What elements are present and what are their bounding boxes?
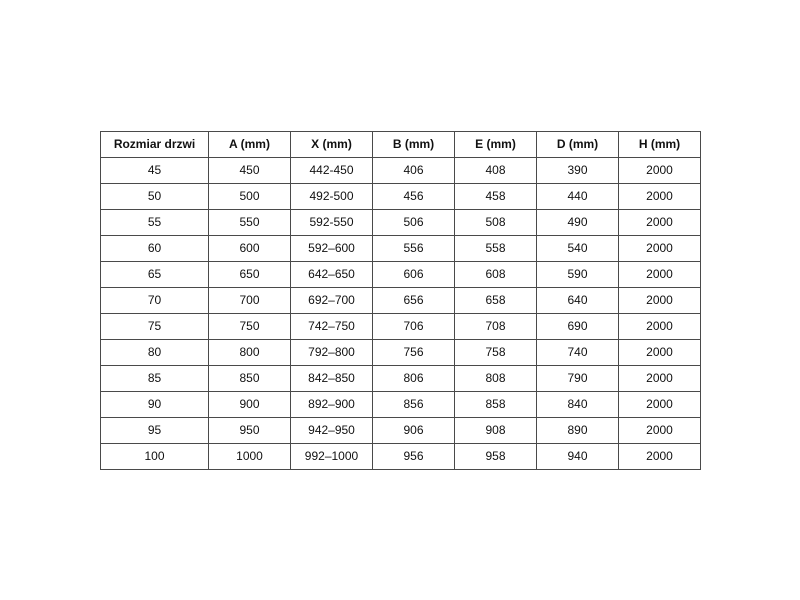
table-cell-x: 992–1000: [291, 444, 373, 470]
table-cell-door-size: 45: [101, 158, 209, 184]
table-cell-a: 500: [209, 184, 291, 210]
table-cell-b: 606: [373, 262, 455, 288]
table-cell-h: 2000: [619, 288, 701, 314]
table-cell-door-size: 60: [101, 236, 209, 262]
table-cell-x: 642–650: [291, 262, 373, 288]
header-cell-e: E (mm): [455, 132, 537, 158]
table-cell-x: 842–850: [291, 366, 373, 392]
table-cell-e: 558: [455, 236, 537, 262]
table-cell-d: 940: [537, 444, 619, 470]
table-cell-door-size: 55: [101, 210, 209, 236]
table-cell-d: 490: [537, 210, 619, 236]
table-cell-b: 506: [373, 210, 455, 236]
table-cell-a: 1000: [209, 444, 291, 470]
table-row: [101, 366, 701, 392]
table-row: [101, 444, 701, 470]
table-cell-b: 756: [373, 340, 455, 366]
table-cell-door-size: 70: [101, 288, 209, 314]
table-cell-a: 800: [209, 340, 291, 366]
table-header: [101, 132, 701, 158]
table-cell-x: 892–900: [291, 392, 373, 418]
table-cell-door-size: 100: [101, 444, 209, 470]
table-row: [101, 392, 701, 418]
table-cell-b: 806: [373, 366, 455, 392]
table-cell-h: 2000: [619, 262, 701, 288]
table-cell-a: 700: [209, 288, 291, 314]
table-cell-x: 692–700: [291, 288, 373, 314]
table-cell-door-size: 50: [101, 184, 209, 210]
table-cell-b: 656: [373, 288, 455, 314]
table-cell-x: 742–750: [291, 314, 373, 340]
header-cell-b: B (mm): [373, 132, 455, 158]
table-cell-b: 456: [373, 184, 455, 210]
header-cell-door-size: Rozmiar drzwi: [101, 132, 209, 158]
table-row: [101, 236, 701, 262]
table-cell-e: 508: [455, 210, 537, 236]
table-row: [101, 210, 701, 236]
table-cell-h: 2000: [619, 236, 701, 262]
table-cell-door-size: 75: [101, 314, 209, 340]
dimensions-table-container: [100, 131, 700, 470]
table-cell-e: 408: [455, 158, 537, 184]
table-cell-e: 958: [455, 444, 537, 470]
table-cell-e: 708: [455, 314, 537, 340]
table-cell-e: 658: [455, 288, 537, 314]
header-row: [101, 132, 701, 158]
table-cell-x: 792–800: [291, 340, 373, 366]
table-cell-b: 406: [373, 158, 455, 184]
table-cell-d: 890: [537, 418, 619, 444]
table-cell-a: 550: [209, 210, 291, 236]
table-row: [101, 418, 701, 444]
table-cell-d: 790: [537, 366, 619, 392]
table-row: [101, 262, 701, 288]
table-cell-door-size: 90: [101, 392, 209, 418]
table-cell-h: 2000: [619, 210, 701, 236]
table-cell-door-size: 80: [101, 340, 209, 366]
table-cell-d: 590: [537, 262, 619, 288]
table-cell-x: 492-500: [291, 184, 373, 210]
table-cell-d: 840: [537, 392, 619, 418]
table-cell-b: 856: [373, 392, 455, 418]
table-cell-d: 740: [537, 340, 619, 366]
table-cell-b: 706: [373, 314, 455, 340]
table-cell-b: 556: [373, 236, 455, 262]
table-cell-d: 390: [537, 158, 619, 184]
table-cell-e: 758: [455, 340, 537, 366]
table-cell-b: 906: [373, 418, 455, 444]
table-cell-e: 808: [455, 366, 537, 392]
header-cell-d: D (mm): [537, 132, 619, 158]
table-cell-x: 592-550: [291, 210, 373, 236]
table-cell-door-size: 85: [101, 366, 209, 392]
table-cell-a: 600: [209, 236, 291, 262]
table-cell-x: 592–600: [291, 236, 373, 262]
table-cell-e: 458: [455, 184, 537, 210]
table-row: [101, 314, 701, 340]
table-cell-door-size: 65: [101, 262, 209, 288]
table-cell-h: 2000: [619, 158, 701, 184]
table-cell-d: 690: [537, 314, 619, 340]
table-cell-h: 2000: [619, 314, 701, 340]
table-cell-a: 850: [209, 366, 291, 392]
header-cell-x: X (mm): [291, 132, 373, 158]
dimensions-table: [100, 131, 701, 470]
table-cell-e: 908: [455, 418, 537, 444]
table-cell-h: 2000: [619, 418, 701, 444]
table-cell-e: 608: [455, 262, 537, 288]
table-row: [101, 158, 701, 184]
table-cell-h: 2000: [619, 444, 701, 470]
table-body: [101, 158, 701, 470]
table-row: [101, 340, 701, 366]
table-cell-x: 442-450: [291, 158, 373, 184]
table-cell-e: 858: [455, 392, 537, 418]
table-row: [101, 288, 701, 314]
table-cell-h: 2000: [619, 340, 701, 366]
table-cell-x: 942–950: [291, 418, 373, 444]
table-cell-d: 540: [537, 236, 619, 262]
table-cell-a: 450: [209, 158, 291, 184]
table-cell-a: 750: [209, 314, 291, 340]
table-cell-b: 956: [373, 444, 455, 470]
table-cell-a: 900: [209, 392, 291, 418]
table-cell-a: 950: [209, 418, 291, 444]
header-cell-a: A (mm): [209, 132, 291, 158]
header-cell-h: H (mm): [619, 132, 701, 158]
table-cell-h: 2000: [619, 184, 701, 210]
table-cell-d: 640: [537, 288, 619, 314]
table-cell-d: 440: [537, 184, 619, 210]
table-cell-h: 2000: [619, 366, 701, 392]
table-cell-h: 2000: [619, 392, 701, 418]
table-cell-door-size: 95: [101, 418, 209, 444]
table-cell-a: 650: [209, 262, 291, 288]
table-row: [101, 184, 701, 210]
